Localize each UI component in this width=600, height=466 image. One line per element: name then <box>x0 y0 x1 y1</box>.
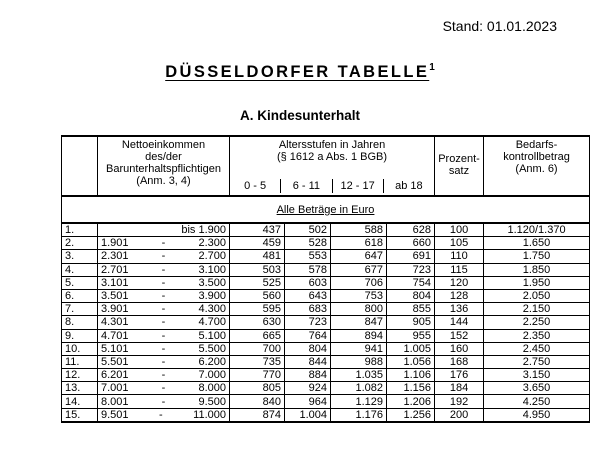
need-control-amount: 2.150 <box>484 303 590 316</box>
amount-age-6-11: 683 <box>285 303 331 316</box>
income-from: 9.501 <box>101 408 129 421</box>
age-group-ab-18: ab 18 <box>383 179 434 193</box>
euro-note: Alle Beträge in Euro <box>276 203 375 216</box>
row-number: 2. <box>62 237 98 250</box>
percent-rate: 144 <box>435 316 484 329</box>
section-title: A. Kindesunterhalt <box>239 108 360 123</box>
stand-date: Stand: 01.01.2023 <box>442 18 557 34</box>
income-to: 7.000 <box>198 369 226 382</box>
amount-age-12-17: 1.035 <box>331 369 387 382</box>
amount-age-ab-18: 1.256 <box>387 408 435 422</box>
euro-note-row <box>62 196 590 223</box>
need-control-amount: 1.120/1.370 <box>484 223 590 237</box>
need-control-amount: 2.050 <box>484 289 590 302</box>
income-to: 8.000 <box>198 382 226 395</box>
amount-age-0-5: 595 <box>230 303 285 316</box>
income-from: 1.901 <box>101 237 129 250</box>
table-row <box>62 303 590 316</box>
amount-age-ab-18: 1.156 <box>387 382 435 395</box>
range-dash <box>136 224 146 236</box>
need-control-amount: 2.750 <box>484 355 590 368</box>
percent-rate: 120 <box>435 276 484 289</box>
amount-age-6-11: 844 <box>285 355 331 368</box>
range-dash: - <box>161 369 166 382</box>
amount-age-0-5: 840 <box>230 395 285 408</box>
amount-age-12-17: 1.129 <box>331 395 387 408</box>
table-row <box>62 223 590 237</box>
amount-age-0-5: 503 <box>230 263 285 276</box>
need-control-amount: 3.650 <box>484 382 590 395</box>
row-number: 4. <box>62 263 98 276</box>
table-row <box>62 369 590 382</box>
range-dash: - <box>161 355 166 368</box>
table-row <box>62 316 590 329</box>
table-row <box>62 408 590 422</box>
income-to: 3.100 <box>198 263 226 276</box>
range-dash: - <box>161 237 166 250</box>
need-control-amount: 2.250 <box>484 316 590 329</box>
amount-age-12-17: 753 <box>331 289 387 302</box>
table-row <box>62 276 590 289</box>
percent-rate: 100 <box>435 223 484 237</box>
amount-age-12-17: 706 <box>331 276 387 289</box>
percent-rate: 110 <box>435 250 484 263</box>
income-to: 4.300 <box>198 303 226 316</box>
income-from: 2.701 <box>101 263 129 276</box>
amount-age-0-5: 805 <box>230 382 285 395</box>
income-range <box>98 369 230 382</box>
income-to: 3.500 <box>198 276 226 289</box>
income-to: 2.700 <box>198 250 226 263</box>
row-number: 9. <box>62 329 98 342</box>
range-dash: - <box>161 395 166 408</box>
income-range <box>98 355 230 368</box>
amount-age-6-11: 553 <box>285 250 331 263</box>
amount-age-12-17: 1.082 <box>331 382 387 395</box>
age-group-0-5: 0 - 5 <box>244 180 267 192</box>
income-to: 2.300 <box>198 237 226 250</box>
income-range <box>98 303 230 316</box>
age-group-6-11: 6 - 11 <box>280 179 331 193</box>
range-dash: - <box>161 382 166 395</box>
amount-age-ab-18: 691 <box>387 250 435 263</box>
row-number: 6. <box>62 289 98 302</box>
amount-age-ab-18: 1.005 <box>387 342 435 355</box>
range-dash: - <box>161 290 166 303</box>
amount-age-12-17: 988 <box>331 355 387 368</box>
need-control-amount: 2.450 <box>484 342 590 355</box>
need-control-amount: 1.850 <box>484 263 590 276</box>
need-control-amount: 2.350 <box>484 329 590 342</box>
income-to: 4.700 <box>198 316 226 329</box>
table-row <box>62 289 590 302</box>
amount-age-0-5: 560 <box>230 289 285 302</box>
percent-rate: 160 <box>435 342 484 355</box>
amount-age-0-5: 437 <box>230 223 285 237</box>
range-dash: - <box>159 408 163 421</box>
income-range <box>98 382 230 395</box>
amount-age-6-11: 643 <box>285 289 331 302</box>
income-range <box>98 237 230 250</box>
amount-age-ab-18: 628 <box>387 223 435 237</box>
income-to: 11.000 <box>193 408 226 421</box>
amount-age-ab-18: 955 <box>387 329 435 342</box>
amount-age-ab-18: 1.206 <box>387 395 435 408</box>
amount-age-6-11: 603 <box>285 276 331 289</box>
amount-age-6-11: 502 <box>285 223 331 237</box>
row-number: 3. <box>62 250 98 263</box>
income-from: 4.701 <box>101 329 129 342</box>
income-range <box>98 408 230 422</box>
range-dash: - <box>161 303 166 316</box>
income-range <box>98 342 230 355</box>
amount-age-0-5: 770 <box>230 369 285 382</box>
need-control-amount: 4.250 <box>484 395 590 408</box>
income-to: 5.100 <box>198 329 226 342</box>
range-dash: - <box>161 342 166 355</box>
income-from: 6.201 <box>101 369 129 382</box>
income-range <box>98 395 230 408</box>
amount-age-6-11: 804 <box>285 342 331 355</box>
child-support-table <box>61 135 590 423</box>
percent-rate: 152 <box>435 329 484 342</box>
table-row <box>62 342 590 355</box>
header-income: Nettoeinkommen des/der Barunterhaltspflichtigen (Anm. 3, 4) <box>98 136 230 196</box>
table-row <box>62 382 590 395</box>
percent-rate: 176 <box>435 369 484 382</box>
income-range <box>98 263 230 276</box>
amount-age-0-5: 735 <box>230 355 285 368</box>
percent-rate: 115 <box>435 263 484 276</box>
title-footnote: 1 <box>429 62 435 73</box>
table-header-row <box>62 136 590 196</box>
amount-age-6-11: 764 <box>285 329 331 342</box>
income-from: 7.001 <box>101 382 129 395</box>
amount-age-12-17: 941 <box>331 342 387 355</box>
amount-age-6-11: 723 <box>285 316 331 329</box>
percent-rate: 128 <box>435 289 484 302</box>
row-number: 7. <box>62 303 98 316</box>
income-from: 4.301 <box>101 316 129 329</box>
need-control-amount: 1.650 <box>484 237 590 250</box>
amount-age-ab-18: 855 <box>387 303 435 316</box>
range-dash: - <box>161 263 166 276</box>
income-to: 9.500 <box>198 395 226 408</box>
percent-rate: 136 <box>435 303 484 316</box>
amount-age-0-5: 459 <box>230 237 285 250</box>
header-age-groups: Altersstufen in Jahren (§ 1612 a Abs. 1 BGB) 0 - 5 6 - 11 12 - 17 ab 18 <box>230 136 435 196</box>
table-row <box>62 237 590 250</box>
amount-age-0-5: 481 <box>230 250 285 263</box>
need-control-amount: 4.950 <box>484 408 590 422</box>
amount-age-12-17: 800 <box>331 303 387 316</box>
income-from: 3.501 <box>101 290 129 303</box>
age-group-12-17: 12 - 17 <box>332 179 383 193</box>
range-dash: - <box>161 276 166 289</box>
amount-age-6-11: 578 <box>285 263 331 276</box>
percent-rate: 184 <box>435 382 484 395</box>
percent-rate: 200 <box>435 408 484 422</box>
table-row <box>62 263 590 276</box>
need-control-amount: 1.950 <box>484 276 590 289</box>
need-control-amount: 1.750 <box>484 250 590 263</box>
amount-age-ab-18: 660 <box>387 237 435 250</box>
header-percent: Prozent- satz <box>435 136 484 196</box>
income-range <box>98 250 230 263</box>
row-number: 10. <box>62 342 98 355</box>
amount-age-6-11: 964 <box>285 395 331 408</box>
table-row <box>62 395 590 408</box>
range-dash: - <box>161 250 166 263</box>
income-range <box>98 223 230 237</box>
income-to: bis 1.900 <box>181 224 226 237</box>
income-range <box>98 289 230 302</box>
amount-age-6-11: 924 <box>285 382 331 395</box>
amount-age-ab-18: 1.106 <box>387 369 435 382</box>
table-row <box>62 355 590 368</box>
income-from: 8.001 <box>101 395 129 408</box>
page-title <box>0 62 600 82</box>
amount-age-12-17: 647 <box>331 250 387 263</box>
income-range <box>98 329 230 342</box>
income-from: 3.101 <box>101 276 129 289</box>
amount-age-12-17: 1.176 <box>331 408 387 422</box>
amount-age-12-17: 894 <box>331 329 387 342</box>
income-to: 3.900 <box>198 290 226 303</box>
row-number: 8. <box>62 316 98 329</box>
percent-rate: 168 <box>435 355 484 368</box>
income-range <box>98 276 230 289</box>
amount-age-ab-18: 804 <box>387 289 435 302</box>
amount-age-12-17: 618 <box>331 237 387 250</box>
amount-age-12-17: 588 <box>331 223 387 237</box>
amount-age-0-5: 700 <box>230 342 285 355</box>
income-to: 6.200 <box>198 355 226 368</box>
row-number: 12. <box>62 369 98 382</box>
amount-age-12-17: 677 <box>331 263 387 276</box>
income-to: 5.500 <box>198 342 226 355</box>
amount-age-ab-18: 1.056 <box>387 355 435 368</box>
amount-age-12-17: 847 <box>331 316 387 329</box>
amount-age-0-5: 630 <box>230 316 285 329</box>
title-text: DÜSSELDORFER TABELLE <box>165 63 430 81</box>
amount-age-ab-18: 754 <box>387 276 435 289</box>
income-from: 5.501 <box>101 355 129 368</box>
table-row <box>62 250 590 263</box>
need-control-amount: 3.150 <box>484 369 590 382</box>
amount-age-0-5: 525 <box>230 276 285 289</box>
row-number: 14. <box>62 395 98 408</box>
amount-age-6-11: 1.004 <box>285 408 331 422</box>
row-number: 1. <box>62 223 98 237</box>
range-dash: - <box>161 329 166 342</box>
income-range <box>98 316 230 329</box>
table-row <box>62 329 590 342</box>
row-number: 11. <box>62 355 98 368</box>
amount-age-ab-18: 723 <box>387 263 435 276</box>
range-dash: - <box>161 316 166 329</box>
percent-rate: 105 <box>435 237 484 250</box>
header-need: Bedarfs- kontrollbetrag (Anm. 6) <box>484 136 590 196</box>
amount-age-0-5: 874 <box>230 408 285 422</box>
amount-age-6-11: 528 <box>285 237 331 250</box>
row-number: 13. <box>62 382 98 395</box>
header-blank <box>62 136 98 196</box>
percent-rate: 192 <box>435 395 484 408</box>
income-from: 5.101 <box>101 342 129 355</box>
income-from: 3.901 <box>101 303 129 316</box>
amount-age-ab-18: 905 <box>387 316 435 329</box>
amount-age-6-11: 884 <box>285 369 331 382</box>
row-number: 5. <box>62 276 98 289</box>
income-from: 2.301 <box>101 250 129 263</box>
amount-age-0-5: 665 <box>230 329 285 342</box>
row-number: 15. <box>62 408 98 422</box>
